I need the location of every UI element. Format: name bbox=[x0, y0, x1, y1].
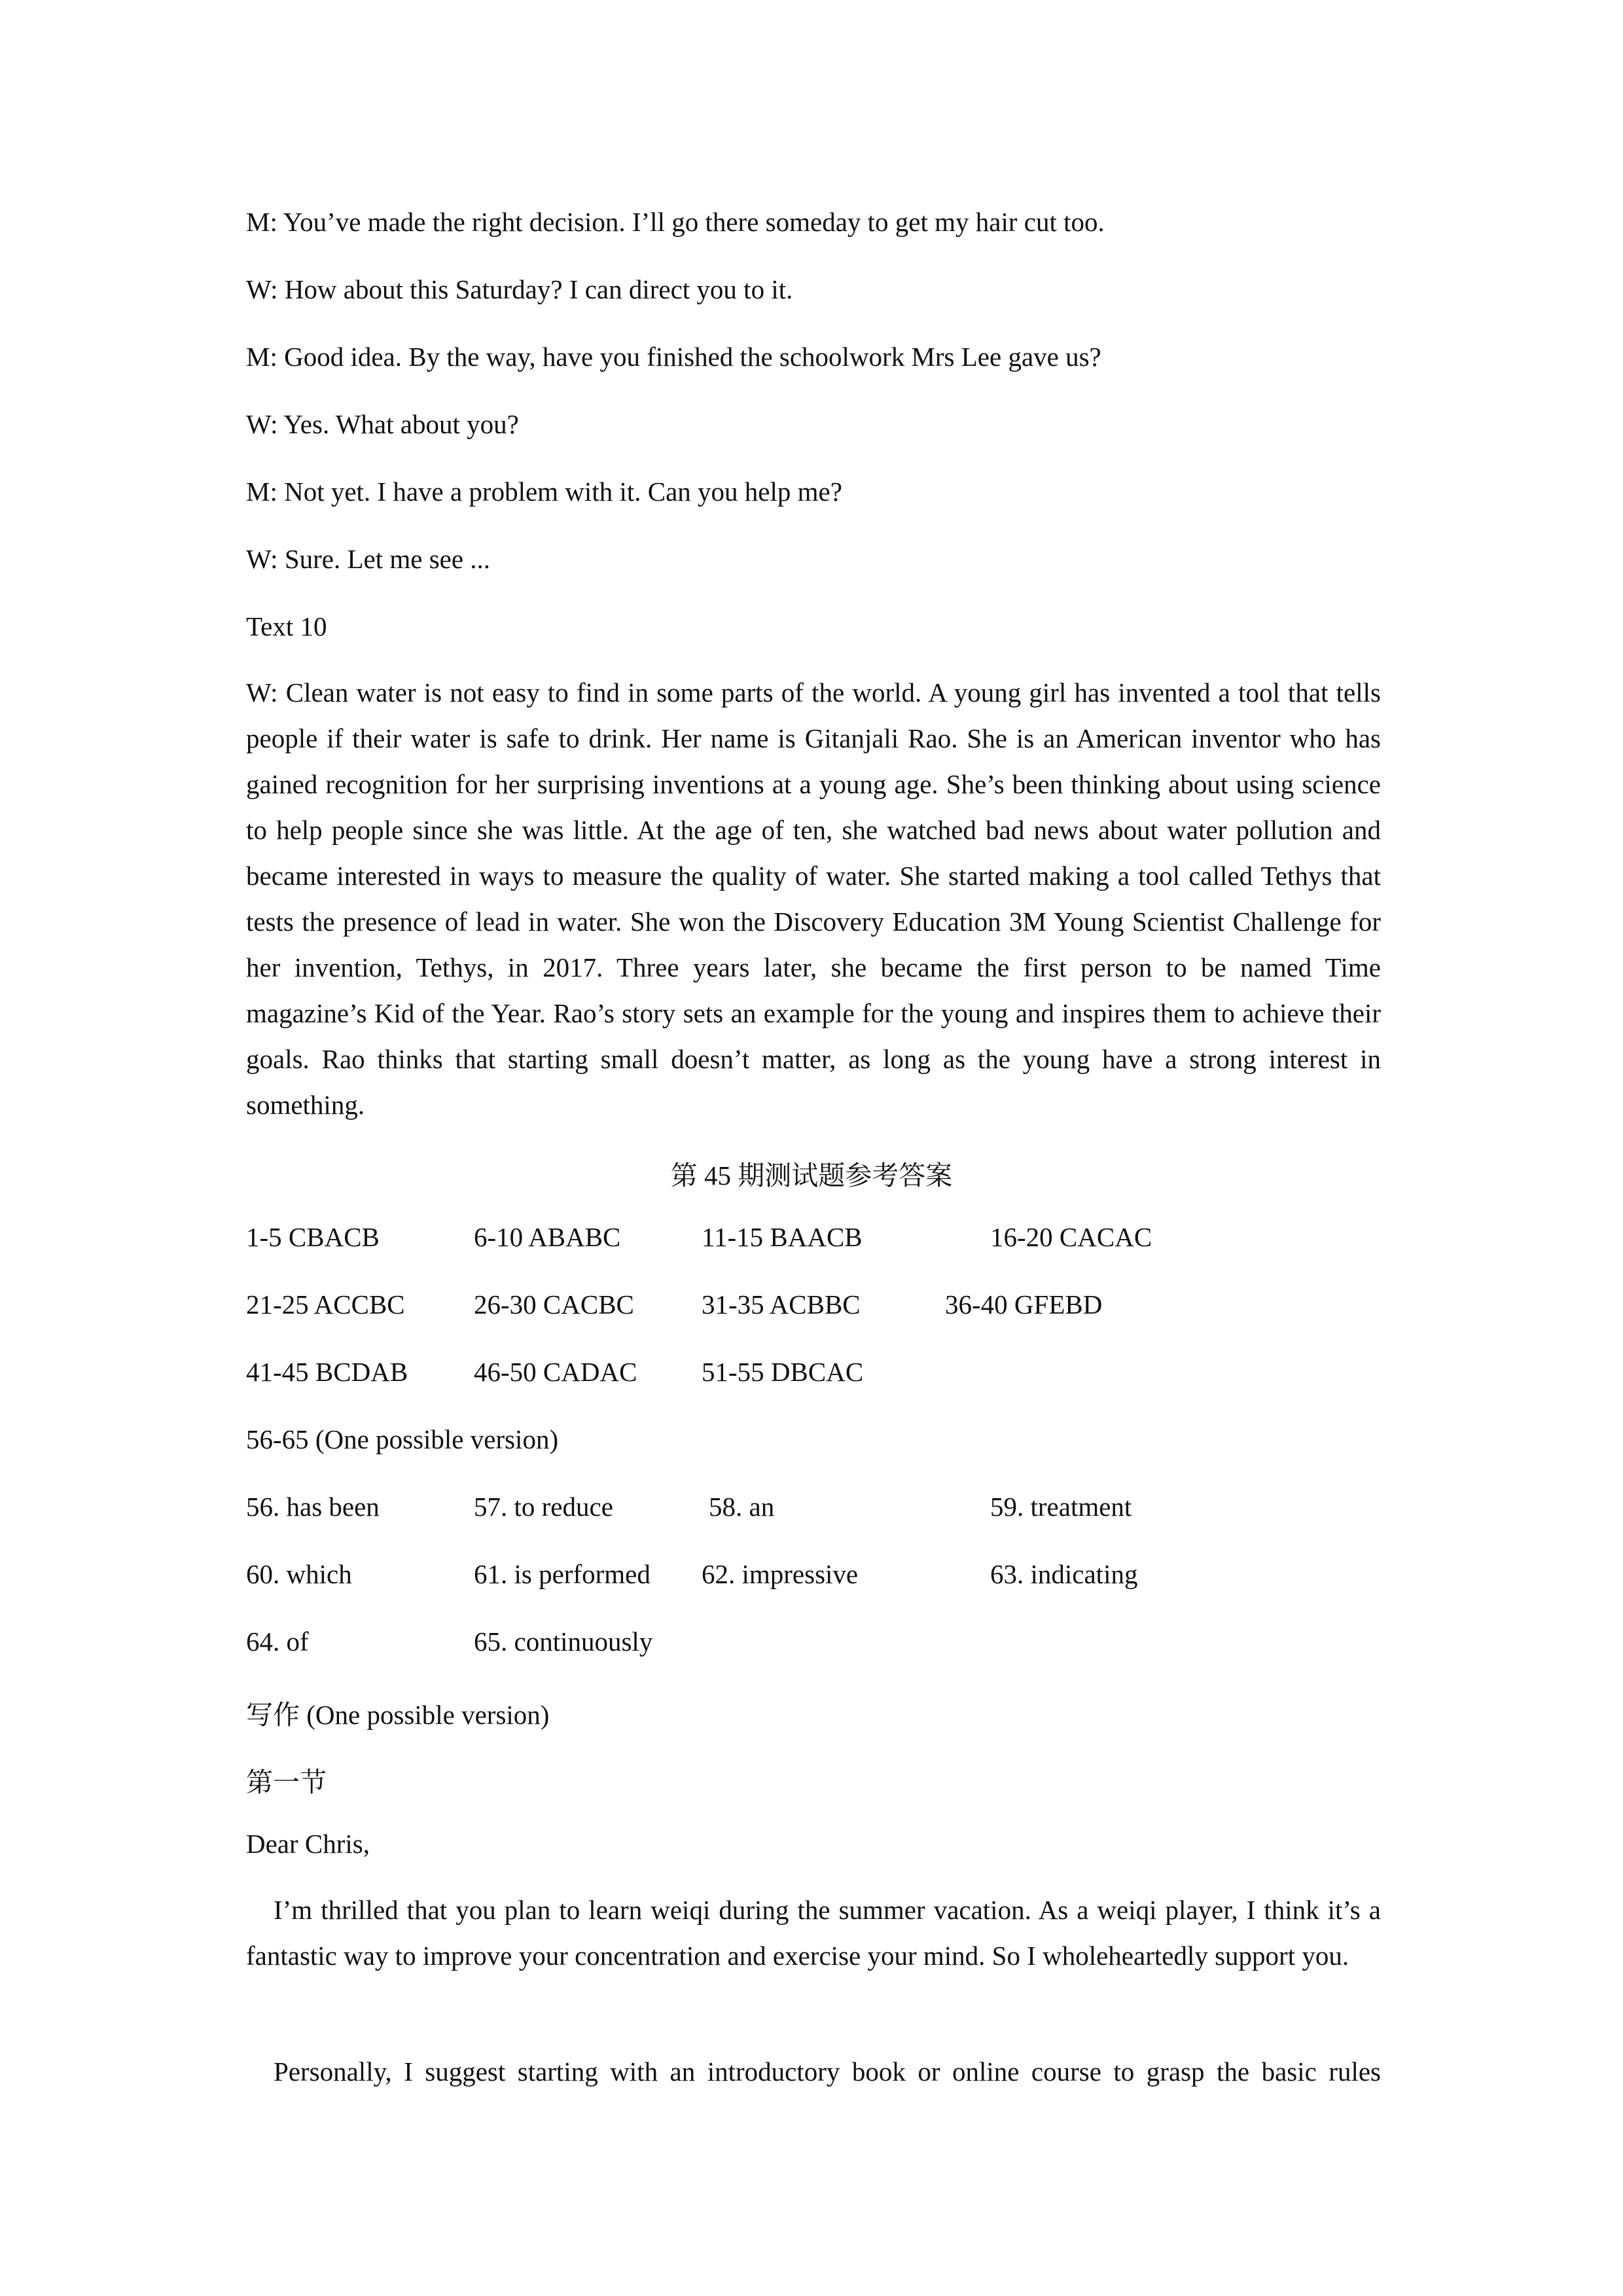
grammar-cell: 65. continuously bbox=[474, 1626, 653, 1657]
grammar-cell: 61. is performed bbox=[474, 1559, 651, 1589]
text10-heading: Text 10 bbox=[246, 611, 327, 641]
dialogue-line-2: W: How about this Saturday? I can direct you to it. bbox=[246, 274, 793, 304]
grammar-cell: 62. impressive bbox=[702, 1559, 859, 1589]
grammar-cell: 57. to reduce bbox=[474, 1492, 613, 1522]
dialogue-line-4: W: Yes. What about you? bbox=[246, 409, 519, 439]
answer-cell: 46-50 CADAC bbox=[474, 1357, 637, 1387]
grammar-cell: 64. of bbox=[246, 1626, 309, 1657]
letter-paragraph-1: I’m thrilled that you plan to learn weiqi during the summer vacation. As a weiqi player, I think it’s a fantastic way to improve your concentration and exercise your mind. So I wholeheartedly support you. bbox=[246, 1895, 1381, 1971]
answer-cell: 36-40 GFEBD bbox=[945, 1289, 1103, 1319]
grammar-cell: 63. indicating bbox=[990, 1559, 1138, 1589]
grammar-cell: 58. an bbox=[709, 1492, 775, 1522]
writing-heading: 写作 (One possible version) bbox=[246, 1700, 550, 1730]
answer-cell: 31-35 ACBBC bbox=[702, 1289, 861, 1319]
answer-cell: 41-45 BCDAB bbox=[246, 1357, 408, 1387]
text10-body: W: Clean water is not easy to find in some parts of the world. A young girl has invented a tool that tells people if their water is safe to drink. Her name is Gitanjali Rao. She is an American inventor who has gained recognition for her surprising inventions at a young age. She’s been thinking about using science to help people since she was little. At the age of ten, she watched bad news about water pollution and became interested in ways to measure the quality of water. She started making a tool called Tethys that tests the presence of lead in water. She won the Discovery Education 3M Young Scientist Challenge for her invention, Tethys, in 2017. Three years later, she became the first person to be named Time magazine’s Kid of the Year. Rao’s story sets an example for the young and inspires them to achieve their goals. Rao thinks that starting small doesn’t matter, as long as the young have a strong interest in something. bbox=[246, 677, 1381, 1120]
answer-cell: 11-15 BAACB bbox=[702, 1222, 863, 1252]
answer-cell: 21-25 ACCBC bbox=[246, 1289, 405, 1319]
grammar-cell: 59. treatment bbox=[990, 1492, 1132, 1522]
dialogue-line-6: W: Sure. Let me see ... bbox=[246, 544, 491, 574]
letter-paragraph-2: Personally, I suggest starting with an introductory book or online course to grasp the basic rules bbox=[274, 2056, 1381, 2087]
dialogue-line-5: M: Not yet. I have a problem with it. Can you help me? bbox=[246, 476, 842, 507]
dialogue-line-3: M: Good idea. By the way, have you finished the schoolwork Mrs Lee gave us? bbox=[246, 342, 1101, 372]
answer-cell: 16-20 CACAC bbox=[990, 1222, 1152, 1252]
answer-cell: 51-55 DBCAC bbox=[702, 1357, 864, 1387]
writing-section: 第一节 bbox=[246, 1767, 327, 1797]
grammar-cell: 56. has been bbox=[246, 1492, 380, 1522]
answer-cell: 1-5 CBACB bbox=[246, 1222, 380, 1252]
answers-title: 第 45 期测试题参考答案 bbox=[670, 1160, 953, 1191]
grammar-cell: 60. which bbox=[246, 1559, 352, 1589]
grammar-heading: 56-65 (One possible version) bbox=[246, 1424, 559, 1454]
answer-cell: 6-10 ABABC bbox=[474, 1222, 621, 1252]
answer-cell: 26-30 CACBC bbox=[474, 1289, 634, 1319]
letter-salutation: Dear Chris, bbox=[246, 1829, 370, 1859]
dialogue-line-1: M: You’ve made the right decision. I’ll go there someday to get my hair cut too. bbox=[246, 207, 1105, 237]
